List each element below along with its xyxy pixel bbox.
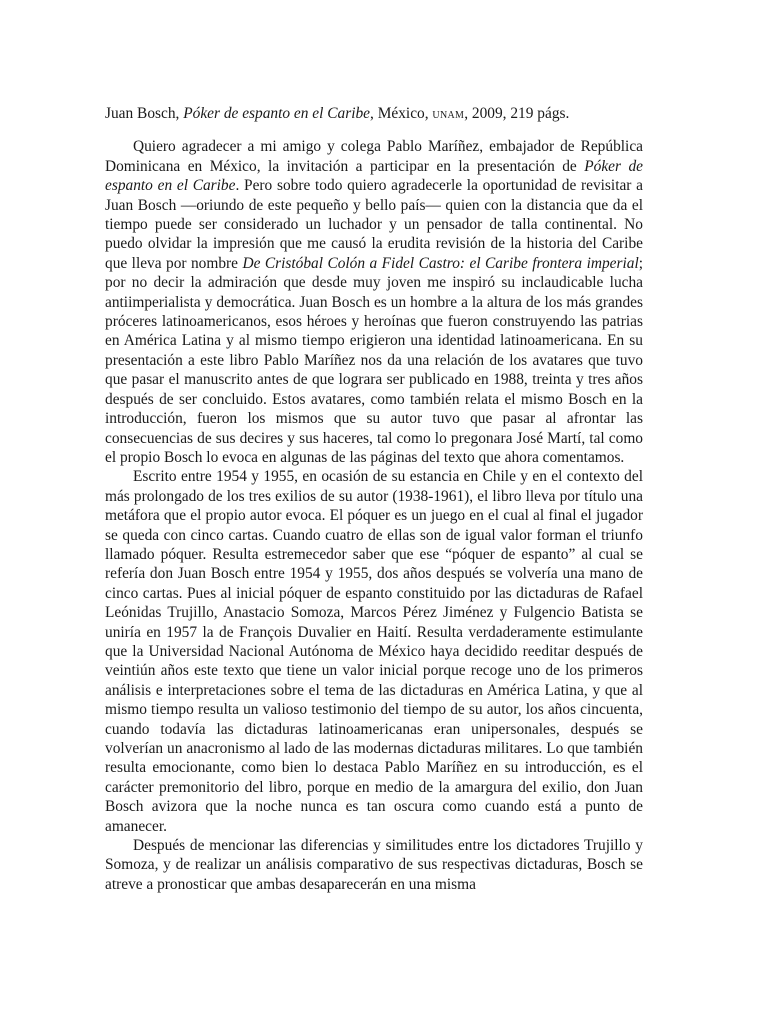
citation-place: , México, bbox=[370, 105, 433, 122]
body-paragraph-1 bbox=[105, 137, 643, 467]
citation-author: Juan Bosch, bbox=[105, 105, 184, 122]
paragraph-1-text-a: Quiero agradecer a mi amigo y colega Pablo Maríñez, embajador de República Dominicana en México, la invitación a participar en la presentación de bbox=[105, 138, 643, 175]
citation-book-title: Póker de espanto en el Caribe bbox=[183, 105, 371, 122]
document-page bbox=[105, 104, 643, 894]
citation-publisher: unam bbox=[432, 107, 465, 122]
citation-details: , 2009, 219 págs. bbox=[464, 105, 570, 122]
paragraph-1-book-title: Póker de espanto en el Caribe bbox=[105, 157, 644, 195]
paragraph-1-text-c: ; por no decir la admiración que desde muy joven me inspiró su inclaudicable lucha antiimperialista y democrática. Juan Bosch es un hombre a la altura de los más grandes próceres latinoamericanos, esos héroes y heroínas que fueron construyendo las patrias en América Latina y al mismo tiempo erigieron una identidad latinoamericana. En su presentación a este libro Pablo Maríñez nos da una relación de los avatares que tuvo que pasar el manuscrito antes de que lograra ser publicado en 1988, treinta y tres años después de ser concluido. Estos avatares, como también relata el mismo Bosch en la introducción, fueron los mismos que su autor tuvo que pasar al afrontar las consecuencias de sus decires y sus haceres, tal como lo pregonara José Martí, tal como el propio Bosch lo evoca en algunas de las páginas del texto que ahora comentamos. bbox=[105, 254, 644, 466]
bibliographic-citation bbox=[105, 104, 643, 124]
body-paragraph-3: Después de mencionar las diferencias y similitudes entre los dictadores Trujillo y Somoza, y de realizar un análisis comparativo de sus respectivas dictaduras, Bosch se atreve a pronosticar que ambas desaparecerán en una misma bbox=[105, 837, 643, 893]
paragraph-1-referenced-title: De Cristóbal Colón a Fidel Castro: el Caribe frontera imperial bbox=[242, 254, 639, 272]
paragraph-1-text-b: . Pero sobre todo quiero agradecerle la oportunidad de revisitar a Juan Bosch —oriundo de este pequeño y bello país— quien con la distancia que da el tiempo puede ser considerado un luchador y un pensador de talla continental. No puedo olvidar la impresión que me causó la erudita revisión de la historia del Caribe que lleva por nombre bbox=[105, 177, 643, 272]
body-paragraph-2: Escrito entre 1954 y 1955, en ocasión de su estancia en Chile y en el contexto del más prolongado de los tres exilios de su autor (1938-1961), el libro lleva por título una metáfora que el propio autor evoca. El póquer es un juego en el cual al final el jugador se queda con cinco cartas. Cuando cuatro de ellas son de igual valor forman el triunfo llamado póquer. Resulta estremecedor saber que ese “póquer de espanto” al cual se refería don Juan Bosch entre 1954 y 1955, dos años después se volvería una mano de cinco cartas. Pues al inicial póquer de espanto constituido por las dictaduras de Rafael Leónidas Trujillo, Anastacio Somoza, Marcos Pérez Jiménez y Fulgencio Batista se uniría en 1957 la de François Duvalier en Haití. Resulta verdaderamente estimulante que la Universidad Nacional Autónoma de México haya decidido reeditar después de veintiún años este texto que tiene un valor inicial porque recoge uno de los primeros análisis e interpretaciones sobre el tema de las dictaduras en América Latina, y que al mismo tiempo resulta un valioso testimonio del tiempo de su autor, los años cincuenta, cuando todavía las dictaduras latinoamericanas eran unipersonales, después se volverían un anacronismo al lado de las modernas dictaduras militares. Lo que también resulta emocionante, como bien lo destaca Pablo Maríñez en su introducción, es el carácter premonitorio del libro, porque en medio de la amargura del exilio, don Juan Bosch avizora que la noche nunca es tan oscura como cuando está a punto de amanecer. bbox=[105, 468, 643, 835]
